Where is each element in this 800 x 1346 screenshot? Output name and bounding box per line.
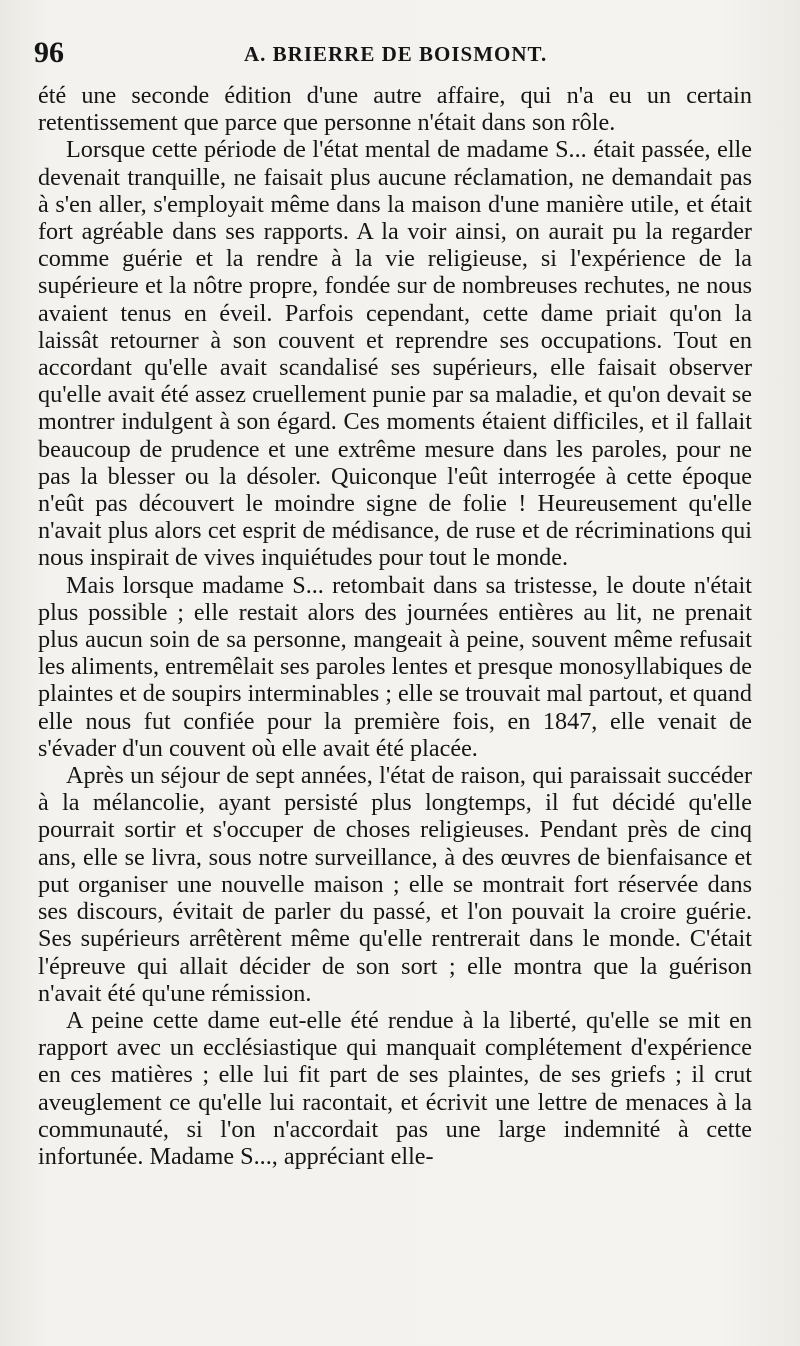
paragraph: Mais lorsque madame S... retombait dans sa tristesse, le doute n'était plus possible ; elle restait alors des journées entières au lit, ne prenait plus aucun soin de sa personne, mangeait à peine, souvent même refusait les aliments, entremêlait ses paroles lentes et presque monosyllabiques de plaintes et de soupirs interminables ; elle se trouvait mal partout, et quand elle nous fut confiée pour la première fois, en 1847, elle venait de s'évader d'un couvent où elle avait été placée. — [38, 571, 753, 762]
body-text — [38, 82, 752, 1170]
paragraph-continuation: été une seconde édition d'une autre affaire, qui n'a eu un certain retentissement que parce que personne n'était dans son rôle. — [38, 82, 752, 137]
page-header — [34, 36, 754, 70]
paragraph: A peine cette dame eut-elle été rendue à la liberté, qu'elle se mit en rapport avec un ecclésiastique qui manquait complétement d'expérience en ces matières ; elle lui fit part de ses plaintes, de ses griefs ; il crut aveuglement ce qu'elle lui racontait, et écrivit une lettre de menaces à la communauté, si l'on n'accordait pas une large indemnité à cette infortunée. Madame S..., appréciant elle- — [38, 1006, 752, 1170]
running-head: A. BRIERRE DE BOISMONT. — [244, 42, 548, 66]
paragraph: Lorsque cette période de l'état mental de madame S... était passée, elle devenait tranquille, ne faisait plus aucune réclamation, ne demandait pas à s'en aller, s'employait même dans la maison d'une manière utile, et était fort agréable dans ses rapports. A la voir ainsi, on aurait pu la regarder comme guérie et la rendre à la vie religieuse, si l'expérience de la supérieure et la nôtre propre, fondée sur de nombreuses rechutes, ne nous avaient tenus en éveil. Parfois cependant, cette dame priait qu'on la laissât retourner à son couvent et reprendre ses occupations. Tout en accordant qu'elle avait scandalisé ses supérieurs, elle faisait observer qu'elle avait été assez cruellement punie par sa maladie, et qu'on devait se montrer indulgent à son égard. Ces moments étaient difficiles, et il fallait beaucoup de prudence et une extrême mesure dans les paroles, pour ne pas la blesser ou la désoler. Quiconque l'eût interrogée à cette époque n'eût pas découvert le moindre signe de folie ! Heureusement qu'elle n'avait plus alors cet esprit de médisance, de ruse et de récriminations qui nous inspirait de vives inquiétudes pour tout le monde. — [38, 136, 752, 572]
paragraph: Après un séjour de sept années, l'état de raison, qui paraissait succéder à la mélancolie, ayant persisté plus longtemps, il fut décidé qu'elle pourrait sortir et s'occuper de choses religieuses. Pendant près de cinq ans, elle se livra, sous notre surveillance, à des œuvres de bienfaisance et put organiser une nouvelle maison ; elle se montrait fort réservée dans ses discours, évitait de parler du passé, et l'on pouvait la croire guérie. Ses supérieurs arrêtèrent même qu'elle rentrerait dans le monde. C'était l'épreuve qui allait décider de son sort ; elle montra que la guérison n'avait été qu'une rémission. — [38, 762, 752, 1007]
page-number: 96 — [34, 36, 64, 69]
